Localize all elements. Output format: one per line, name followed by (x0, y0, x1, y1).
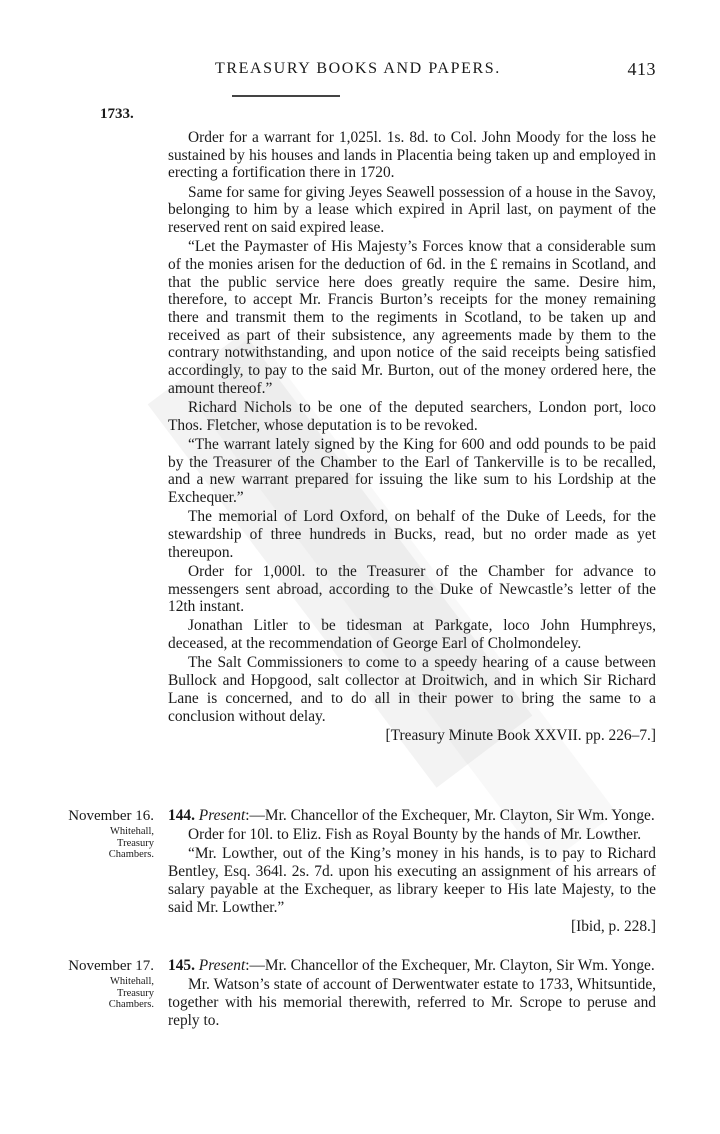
paragraph-seawell-savoy: Same for same for giving Jeyes Seawell possession of a house in the Savoy, belonging to him by a lease which expired in April last, on payment of the reserved rent on said expired lease. (168, 183, 656, 237)
entry-144-present-label: Present (198, 807, 246, 824)
entry-145-place-line2: Treasury (117, 987, 154, 999)
entry-145-present-text: :—Mr. Chancellor of the Exchequer, Mr. Clayton, Sir Wm. Yonge. (245, 957, 655, 974)
entry-145-margin (58, 957, 154, 1011)
entry-144-paragraph-fish-bounty: Order for 10l. to Eliz. Fish as Royal Bounty by the hands of Mr. Lowther. (188, 826, 642, 844)
entry-144-place-line3: Chambers. (108, 849, 154, 860)
entries-1733-block (168, 129, 656, 744)
entry-144-citation: [Ibid, p. 228.] (570, 917, 656, 935)
entry-144-body (168, 807, 656, 935)
entry-145-paragraph-watson: Mr. Watson’s state of account of Derwentwater estate to 1733, Whitsuntide, together with his memorial therewith, referred to Mr. Scrope to peruse and reply to. (168, 976, 656, 1029)
paragraph-litler-tidesman: Jonathan Litler to be tidesman at Parkgate, loco John Humphreys, deceased, at the recommendation of George Earl of Cholmondeley. (168, 617, 656, 653)
entry-145-date: November 17. (68, 958, 154, 974)
entry-144-present (168, 807, 656, 825)
entry-144-place-line2: Treasury (117, 837, 154, 849)
paragraph-paymaster-forces: “Let the Paymaster of His Majesty’s Forces know that a considerable sum of the monies arisen for the deduction of 6d. in the £ remains in Scotland, and that the public service here does greatly require the same. Desire him, therefore, to accept Mr. Francis Burton’s receipts for the money remaining there and transmit them to the regiments in Scotland, to be taken up and received as part of their subsistence, any agreements made by them to the contrary notwithstanding, and upon notice of the said receipts being satisfied accordingly, to pay to the said Mr. Burton, out of the money ordered here, the amount thereof.” (168, 238, 656, 397)
paragraph-tankerville-warrant: “The warrant lately signed by the King for 600 and odd pounds to be paid by the Treasurer of the Chamber to the Earl of Tankerville is to be recalled, and a new warrant prepared for issuing the like sum to his Lordship at the Exchequer.” (168, 435, 656, 507)
entry-145-place-line1: Whitehall, (109, 976, 154, 987)
entry-144-present-text: :—Mr. Chancellor of the Exchequer, Mr. Clayton, Sir Wm. Yonge. (245, 807, 655, 824)
entry-144-number: 144. (168, 807, 195, 824)
header-rule (232, 95, 340, 97)
entry-145-present (168, 957, 656, 975)
entry-145-body (168, 957, 656, 1031)
running-head (0, 60, 720, 84)
entry-144-margin (58, 807, 154, 861)
paragraph-moody-warrant: Order for a warrant for 1,025l. 1s. 8d. to Col. John Moody for the loss he sustained by his houses and lands in Placentia being taken up and employed in erecting a fortification there in 1720. (168, 129, 656, 182)
paragraph-oxford-memorial: The memorial of Lord Oxford, on behalf of the Duke of Leeds, for the stewardship of three hundreds in Bucks, read, but no order made as yet thereupon. (168, 508, 656, 561)
page-number: 413 (627, 59, 656, 79)
entry-145-present-label: Present (198, 957, 246, 974)
paragraph-chamber-advance: Order for 1,000l. to the Treasurer of the Chamber for advance to messengers sent abroad, according to the Duke of Newcastle’s letter of the 12th instant. (168, 562, 656, 616)
running-title: TREASURY BOOKS AND PAPERS. (215, 60, 501, 77)
entry-144-place-line1: Whitehall, (109, 826, 154, 837)
margin-year: 1733. (100, 106, 134, 122)
citation-minute-book: [Treasury Minute Book XXVII. pp. 226–7.] (385, 726, 656, 744)
paragraph-salt-commissioners: The Salt Commissioners to come to a speedy hearing of a cause between Bullock and Hopgood, salt collector at Droitwich, and in which Sir Richard Lane is concerned, and to do all in their power to bring the same to a conclusion without delay. (168, 654, 656, 725)
entry-145-place-line3: Chambers. (108, 999, 154, 1010)
entry-144-paragraph-bentley: “Mr. Lowther, out of the King’s money in his hands, is to pay to Richard Bentley, Esq. 364l. 2s. 7d. upon his executing an assignment of his arrears of salary payable at the Exchequer, as library keeper to His late Majesty, to the said Mr. Lowther.” (168, 845, 656, 916)
paragraph-nichols-searcher: Richard Nichols to be one of the deputed searchers, London port, loco Thos. Fletcher, whose deputation is to be revoked. (168, 399, 656, 434)
entry-144-date: November 16. (68, 808, 154, 824)
entry-145-number: 145. (168, 957, 195, 974)
